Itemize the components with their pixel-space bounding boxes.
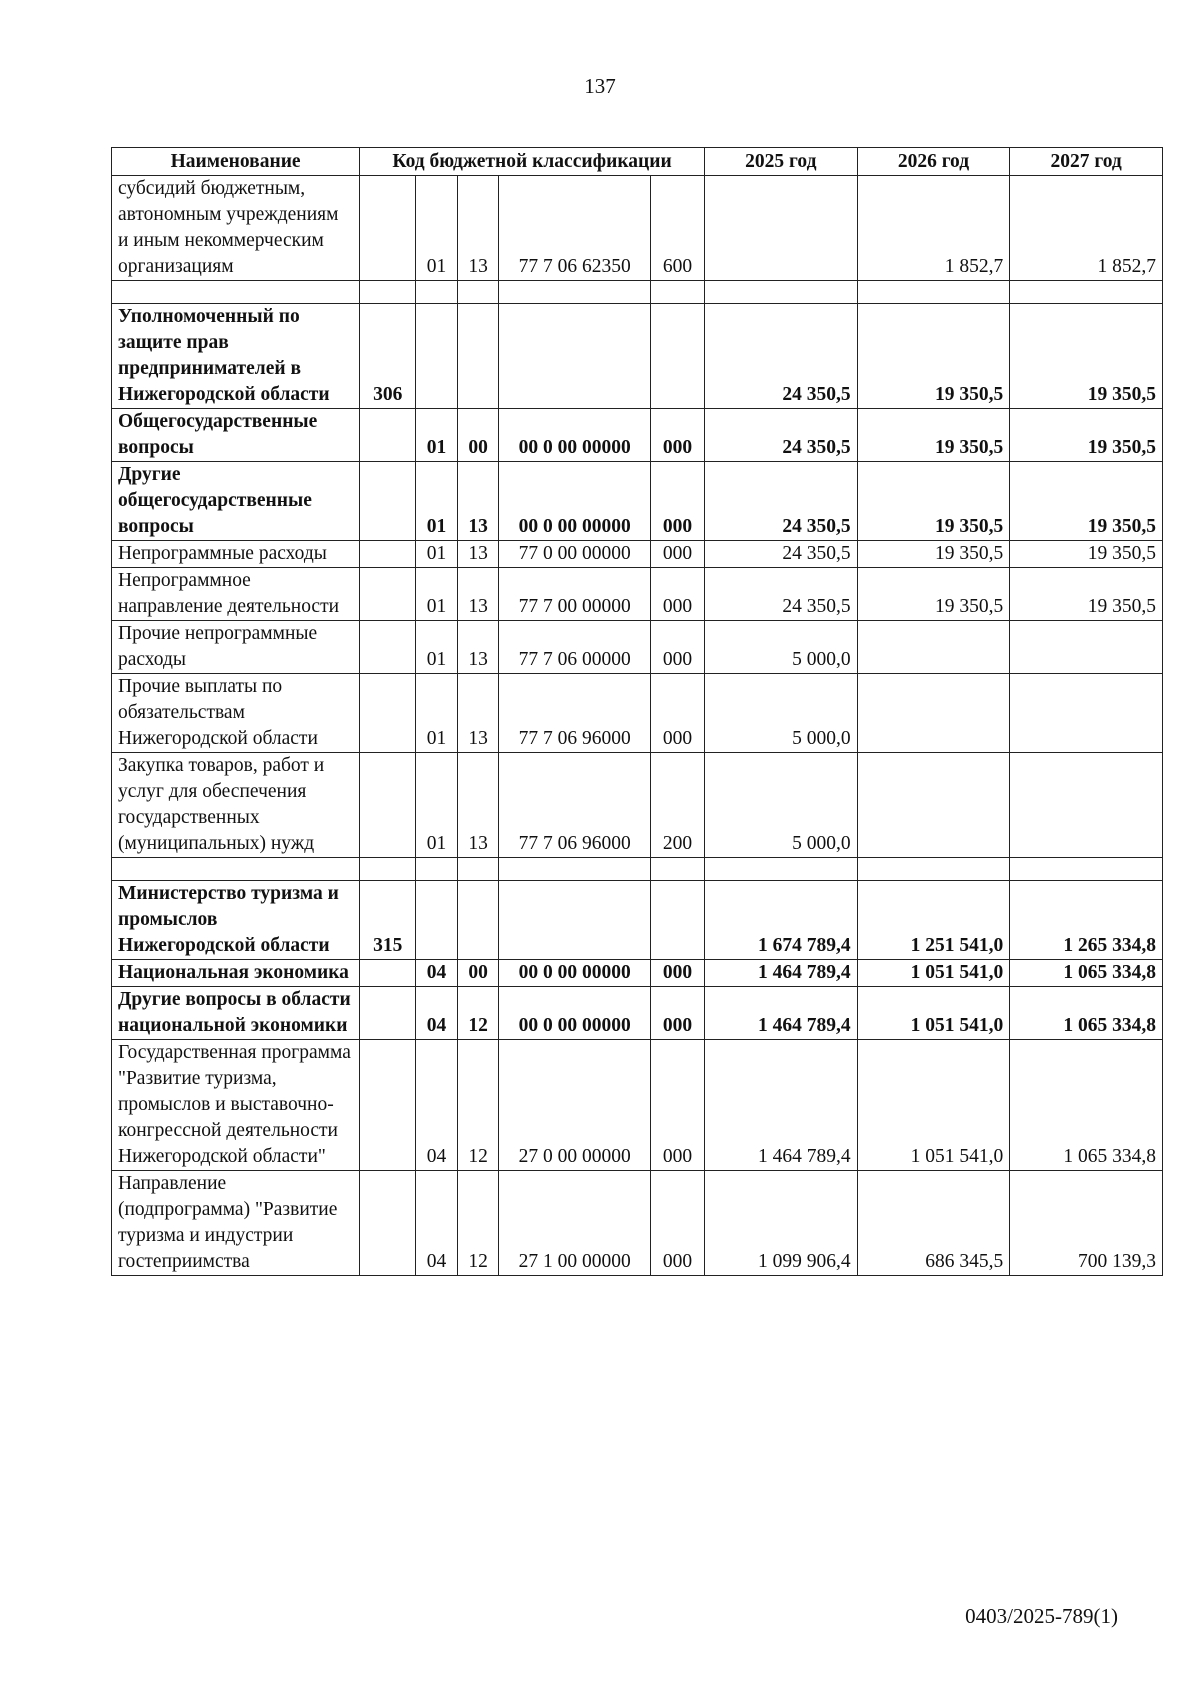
value-2027 xyxy=(1010,753,1163,858)
document-code: 0403/2025-789(1) xyxy=(965,1604,1118,1628)
empty-cell xyxy=(416,858,458,881)
value-2025: 5 000,0 xyxy=(704,674,857,753)
value-2026: 1 051 541,0 xyxy=(857,960,1010,987)
code-ved: 315 xyxy=(360,881,416,960)
value-2027: 19 350,5 xyxy=(1010,462,1163,541)
row-name: Государственная программа "Развитие туризма, промыслов и выставочно-конгрессной деятельности Нижегородской области" xyxy=(112,1040,360,1171)
code-subsection xyxy=(457,881,499,960)
code-expense-type: 000 xyxy=(650,409,704,462)
value-2027: 1 065 334,8 xyxy=(1010,960,1163,987)
code-subsection: 00 xyxy=(457,960,499,987)
code-ved xyxy=(360,568,416,621)
value-2025 xyxy=(704,176,857,281)
value-2026: 1 051 541,0 xyxy=(857,987,1010,1040)
row-name: субсидий бюджетным, автономным учреждениям и иным некоммерческим организациям xyxy=(112,176,360,281)
code-target: 77 7 06 00000 xyxy=(499,621,651,674)
code-subsection: 13 xyxy=(457,568,499,621)
value-2027: 1 852,7 xyxy=(1010,176,1163,281)
code-section xyxy=(416,881,458,960)
table-row xyxy=(112,987,1163,1040)
value-2026: 19 350,5 xyxy=(857,304,1010,409)
value-2026: 19 350,5 xyxy=(857,568,1010,621)
row-name: Прочие непрограммные расходы xyxy=(112,621,360,674)
value-2025: 1 464 789,4 xyxy=(704,987,857,1040)
code-ved xyxy=(360,1171,416,1276)
code-ved xyxy=(360,960,416,987)
value-2027: 19 350,5 xyxy=(1010,409,1163,462)
code-target: 77 7 06 62350 xyxy=(499,176,651,281)
value-2026: 1 852,7 xyxy=(857,176,1010,281)
code-target: 77 0 00 00000 xyxy=(499,541,651,568)
header-name: Наименование xyxy=(112,148,360,176)
table-row xyxy=(112,541,1163,568)
code-section: 01 xyxy=(416,674,458,753)
value-2027 xyxy=(1010,621,1163,674)
header-2025: 2025 год xyxy=(704,148,857,176)
empty-cell xyxy=(457,281,499,304)
value-2027: 19 350,5 xyxy=(1010,541,1163,568)
table-row xyxy=(112,1171,1163,1276)
code-section: 01 xyxy=(416,462,458,541)
code-section: 04 xyxy=(416,987,458,1040)
row-name: Закупка товаров, работ и услуг для обеспечения государственных (муниципальных) нужд xyxy=(112,753,360,858)
value-2026: 686 345,5 xyxy=(857,1171,1010,1276)
value-2026: 19 350,5 xyxy=(857,541,1010,568)
code-subsection xyxy=(457,304,499,409)
row-name: Национальная экономика xyxy=(112,960,360,987)
empty-cell xyxy=(112,281,360,304)
code-section: 01 xyxy=(416,621,458,674)
row-name: Непрограммные расходы xyxy=(112,541,360,568)
row-name: Другие общегосударственные вопросы xyxy=(112,462,360,541)
empty-cell xyxy=(360,281,416,304)
code-target: 77 7 06 96000 xyxy=(499,753,651,858)
code-expense-type: 200 xyxy=(650,753,704,858)
code-section: 01 xyxy=(416,409,458,462)
code-target: 27 0 00 00000 xyxy=(499,1040,651,1171)
code-target: 77 7 00 00000 xyxy=(499,568,651,621)
table-row xyxy=(112,881,1163,960)
code-section: 04 xyxy=(416,1040,458,1171)
table-row xyxy=(112,1040,1163,1171)
code-subsection: 12 xyxy=(457,987,499,1040)
row-name: Министерство туризма и промыслов Нижегородской области xyxy=(112,881,360,960)
table-row xyxy=(112,960,1163,987)
code-subsection: 12 xyxy=(457,1171,499,1276)
value-2027: 1 065 334,8 xyxy=(1010,987,1163,1040)
code-section: 01 xyxy=(416,753,458,858)
code-expense-type: 000 xyxy=(650,960,704,987)
code-expense-type: 000 xyxy=(650,462,704,541)
code-target: 00 0 00 00000 xyxy=(499,960,651,987)
code-expense-type: 000 xyxy=(650,621,704,674)
code-subsection: 13 xyxy=(457,674,499,753)
value-2026: 19 350,5 xyxy=(857,462,1010,541)
code-section: 01 xyxy=(416,541,458,568)
code-section xyxy=(416,304,458,409)
empty-cell xyxy=(650,281,704,304)
code-subsection: 13 xyxy=(457,621,499,674)
code-ved xyxy=(360,621,416,674)
code-expense-type xyxy=(650,304,704,409)
code-subsection: 12 xyxy=(457,1040,499,1171)
table-header-row xyxy=(112,148,1163,176)
value-2027: 700 139,3 xyxy=(1010,1171,1163,1276)
empty-cell xyxy=(112,858,360,881)
page-number: 137 xyxy=(584,74,616,98)
code-target: 00 0 00 00000 xyxy=(499,462,651,541)
value-2026 xyxy=(857,621,1010,674)
value-2026 xyxy=(857,674,1010,753)
row-name: Прочие выплаты по обязательствам Нижегородской области xyxy=(112,674,360,753)
header-code: Код бюджетной классификации xyxy=(360,148,705,176)
value-2025: 5 000,0 xyxy=(704,753,857,858)
code-target: 00 0 00 00000 xyxy=(499,987,651,1040)
header-2026: 2026 год xyxy=(857,148,1010,176)
code-expense-type: 000 xyxy=(650,1171,704,1276)
value-2025: 1 464 789,4 xyxy=(704,1040,857,1171)
empty-cell xyxy=(499,281,651,304)
code-section: 01 xyxy=(416,568,458,621)
code-ved xyxy=(360,753,416,858)
value-2025: 24 350,5 xyxy=(704,409,857,462)
code-target: 00 0 00 00000 xyxy=(499,409,651,462)
code-ved xyxy=(360,541,416,568)
empty-cell xyxy=(650,858,704,881)
value-2026: 1 251 541,0 xyxy=(857,881,1010,960)
code-subsection: 13 xyxy=(457,541,499,568)
code-target xyxy=(499,881,651,960)
table-row xyxy=(112,176,1163,281)
empty-cell xyxy=(1010,281,1163,304)
empty-cell xyxy=(1010,858,1163,881)
empty-cell xyxy=(416,281,458,304)
empty-cell xyxy=(457,858,499,881)
code-section: 01 xyxy=(416,176,458,281)
row-name: Непрограммное направление деятельности xyxy=(112,568,360,621)
code-expense-type: 000 xyxy=(650,987,704,1040)
value-2025: 5 000,0 xyxy=(704,621,857,674)
value-2027 xyxy=(1010,674,1163,753)
code-subsection: 13 xyxy=(457,462,499,541)
value-2025: 1 099 906,4 xyxy=(704,1171,857,1276)
value-2026: 1 051 541,0 xyxy=(857,1040,1010,1171)
code-subsection: 00 xyxy=(457,409,499,462)
code-section: 04 xyxy=(416,1171,458,1276)
row-name: Направление (подпрограмма) "Развитие туризма и индустрии гостеприимства xyxy=(112,1171,360,1276)
value-2025: 1 674 789,4 xyxy=(704,881,857,960)
code-ved xyxy=(360,462,416,541)
header-2027: 2027 год xyxy=(1010,148,1163,176)
value-2027: 19 350,5 xyxy=(1010,304,1163,409)
value-2027: 1 065 334,8 xyxy=(1010,1040,1163,1171)
code-ved xyxy=(360,176,416,281)
empty-cell xyxy=(499,858,651,881)
code-ved: 306 xyxy=(360,304,416,409)
code-expense-type: 000 xyxy=(650,1040,704,1171)
code-expense-type: 600 xyxy=(650,176,704,281)
row-name: Другие вопросы в области национальной экономики xyxy=(112,987,360,1040)
empty-cell xyxy=(857,858,1010,881)
table-row xyxy=(112,568,1163,621)
code-subsection: 13 xyxy=(457,753,499,858)
code-ved xyxy=(360,987,416,1040)
code-expense-type xyxy=(650,881,704,960)
table-row xyxy=(112,462,1163,541)
value-2025: 24 350,5 xyxy=(704,568,857,621)
empty-cell xyxy=(360,858,416,881)
table-row xyxy=(112,304,1163,409)
table-row xyxy=(112,674,1163,753)
value-2025: 24 350,5 xyxy=(704,304,857,409)
code-ved xyxy=(360,674,416,753)
value-2025: 24 350,5 xyxy=(704,462,857,541)
empty-cell xyxy=(857,281,1010,304)
empty-cell xyxy=(704,858,857,881)
budget-table xyxy=(111,147,1163,1276)
spacer-row xyxy=(112,858,1163,881)
code-ved xyxy=(360,409,416,462)
table-row xyxy=(112,409,1163,462)
value-2027: 1 265 334,8 xyxy=(1010,881,1163,960)
value-2026: 19 350,5 xyxy=(857,409,1010,462)
code-ved xyxy=(360,1040,416,1171)
table-row xyxy=(112,753,1163,858)
code-expense-type: 000 xyxy=(650,674,704,753)
value-2026 xyxy=(857,753,1010,858)
code-expense-type: 000 xyxy=(650,568,704,621)
code-expense-type: 000 xyxy=(650,541,704,568)
code-target: 77 7 06 96000 xyxy=(499,674,651,753)
spacer-row xyxy=(112,281,1163,304)
code-subsection: 13 xyxy=(457,176,499,281)
value-2025: 1 464 789,4 xyxy=(704,960,857,987)
code-target xyxy=(499,304,651,409)
code-target: 27 1 00 00000 xyxy=(499,1171,651,1276)
table-row xyxy=(112,621,1163,674)
value-2027: 19 350,5 xyxy=(1010,568,1163,621)
row-name: Общегосударственные вопросы xyxy=(112,409,360,462)
empty-cell xyxy=(704,281,857,304)
row-name: Уполномоченный по защите прав предпринимателей в Нижегородской области xyxy=(112,304,360,409)
code-section: 04 xyxy=(416,960,458,987)
value-2025: 24 350,5 xyxy=(704,541,857,568)
